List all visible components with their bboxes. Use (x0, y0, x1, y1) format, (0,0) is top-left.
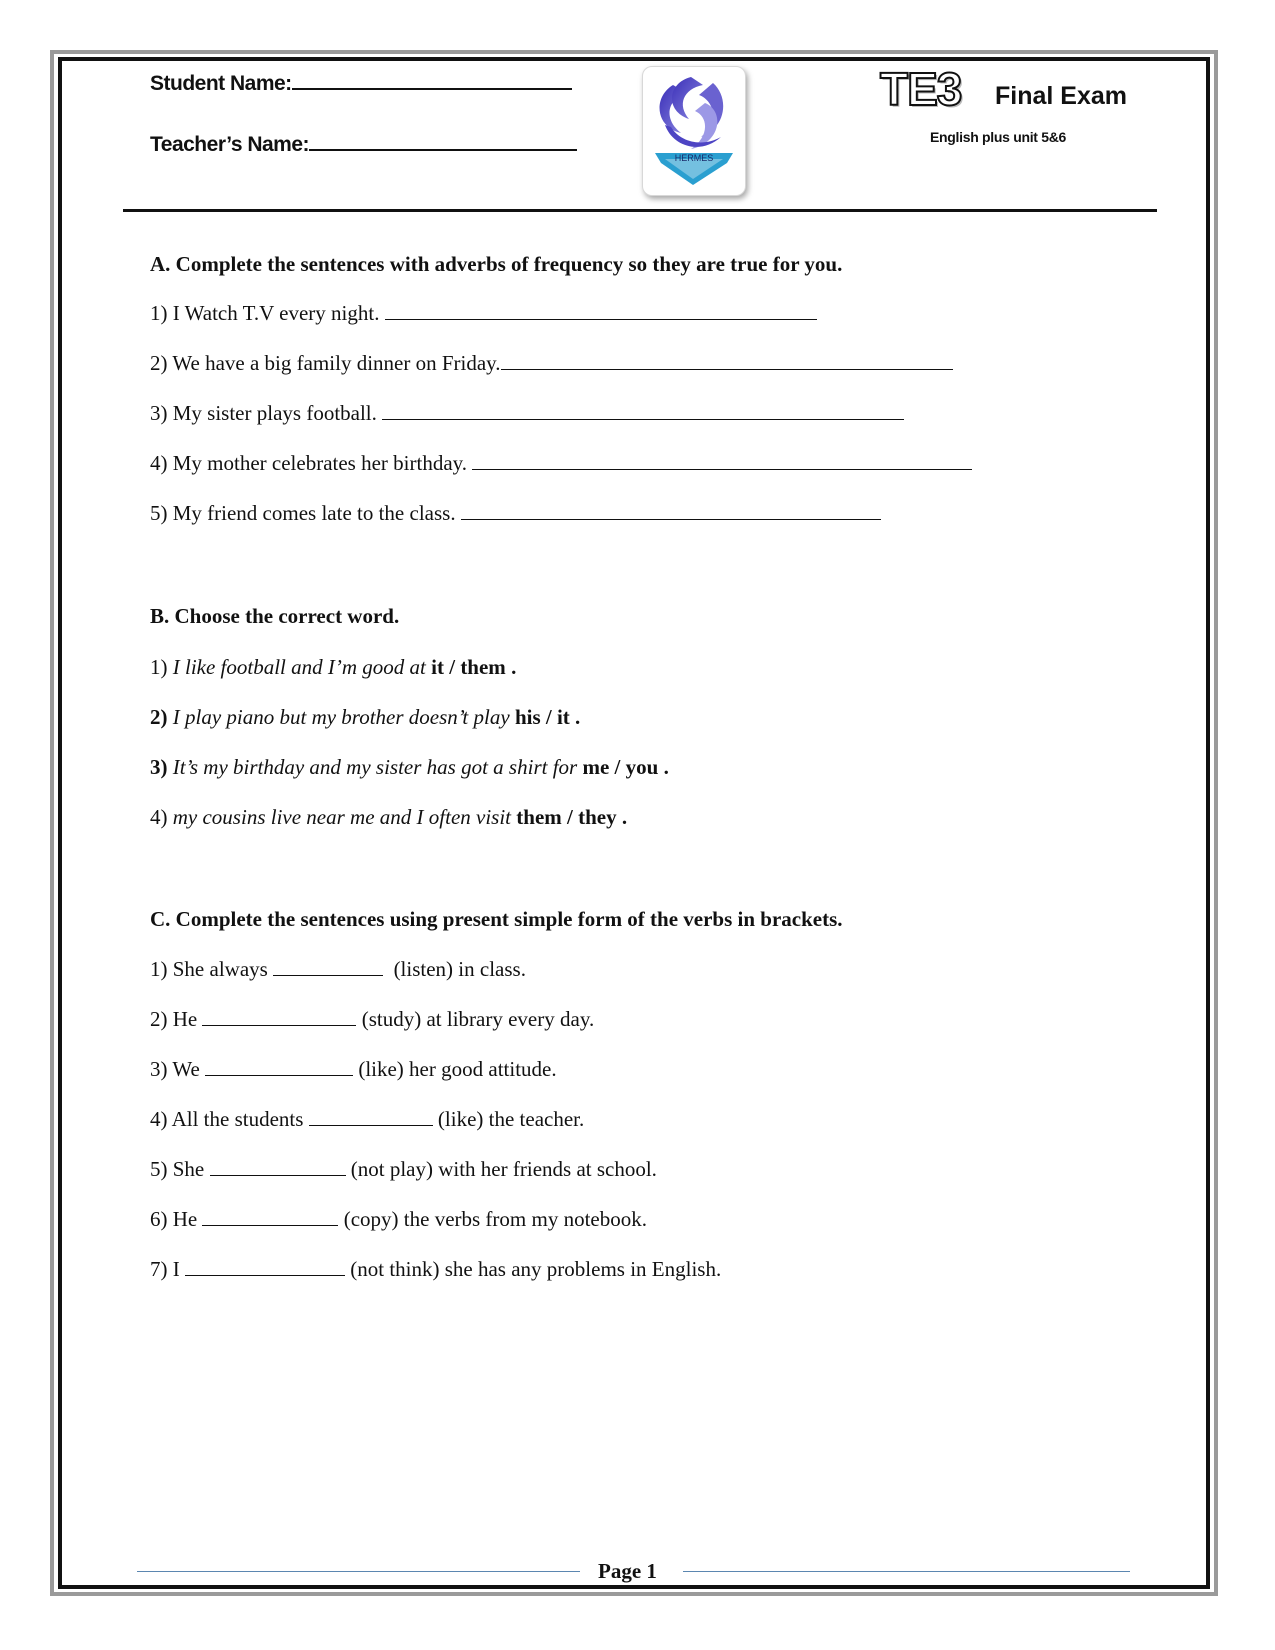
option-2: it (556, 705, 570, 729)
item-start: 5) She (150, 1157, 205, 1181)
teacher-name-line (309, 131, 577, 151)
teacher-name-label: Teacher’s Name: (150, 133, 310, 156)
option-2: they (578, 805, 617, 829)
section-c-item (150, 1207, 647, 1232)
section-c-item (150, 1057, 557, 1082)
answer-blank (273, 959, 383, 976)
item-end: (not think) she has any problems in English. (350, 1257, 722, 1281)
item-end: (like) the teacher. (437, 1107, 585, 1131)
answer-blank (309, 1109, 433, 1126)
answer-blank (210, 1159, 346, 1176)
item-sentence: I like football and I’m good at (172, 655, 426, 679)
answer-blank (185, 1259, 345, 1276)
item-start: 6) He (150, 1207, 198, 1231)
section-a-title: A. Complete the sentences with adverbs of frequency so they are true for you. (150, 252, 843, 276)
item-end: (study) at library every day. (361, 1007, 595, 1031)
item-end: . (658, 755, 669, 779)
item-end: . (569, 705, 581, 729)
section-c-item (150, 1107, 584, 1132)
exam-subtitle: English plus unit 5&6 (930, 129, 1067, 145)
answer-blank (472, 453, 972, 470)
school-logo (642, 66, 746, 196)
student-name-label: Student Name: (150, 72, 292, 95)
section-b-title: B. Choose the correct word. (150, 604, 400, 628)
section-a-item (150, 401, 904, 426)
item-start: 7) I (150, 1257, 180, 1281)
option-2: them (460, 655, 506, 679)
header-divider (123, 209, 1157, 212)
student-name-field (150, 70, 572, 96)
item-end: . (505, 655, 517, 679)
footer-rule-left (137, 1571, 580, 1572)
option-1: his (514, 705, 541, 729)
item-start: 4) All the students (150, 1107, 304, 1131)
option-separator: / (561, 805, 579, 829)
option-1: it (431, 655, 444, 679)
section-b-item (150, 655, 516, 680)
section-c-item (150, 1257, 721, 1282)
item-sentence: I play piano but my brother doesn’t play (172, 705, 510, 729)
page-number: Page 1 (598, 1559, 657, 1583)
answer-blank (202, 1009, 356, 1026)
section-c-item (150, 1157, 657, 1182)
option-1: me (582, 755, 610, 779)
item-start: 1) She always (150, 957, 268, 981)
section-a-item (150, 301, 817, 326)
item-number: 1) (150, 655, 168, 679)
option-separator: / (609, 755, 626, 779)
student-name-line (292, 70, 572, 90)
exam-code: TE3 (880, 63, 962, 115)
item-number: 4) (150, 805, 168, 829)
answer-blank (205, 1059, 353, 1076)
item-sentence: my cousins live near me and I often visit (172, 805, 512, 829)
section-b-item (150, 755, 669, 780)
item-text: 1) I Watch T.V every night. (150, 301, 380, 325)
exam-title: Final Exam (995, 82, 1127, 110)
section-c-item (150, 1007, 594, 1032)
logo-text: HERMES (674, 153, 714, 163)
section-c-item (150, 957, 526, 982)
item-text: 5) My friend comes late to the class. (150, 501, 456, 525)
item-end: (like) her good attitude. (358, 1057, 557, 1081)
section-a-item (150, 351, 953, 376)
section-b-item (150, 705, 580, 730)
item-text: 2) We have a big family dinner on Friday. (150, 351, 501, 375)
item-sentence: It’s my birthday and my sister has got a shirt for (172, 755, 578, 779)
section-a-item (150, 501, 881, 526)
item-end: (listen) in class. (393, 957, 526, 981)
option-2: you (625, 755, 659, 779)
item-start: 2) He (150, 1007, 198, 1031)
answer-blank (461, 503, 881, 520)
option-separator: / (540, 705, 557, 729)
section-b-item (150, 805, 627, 830)
item-text: 4) My mother celebrates her birthday. (150, 451, 468, 475)
item-end: (not play) with her friends at school. (350, 1157, 657, 1181)
item-start: 3) We (150, 1057, 200, 1081)
section-a-item (150, 451, 972, 476)
answer-blank (202, 1209, 338, 1226)
option-separator: / (443, 655, 461, 679)
item-number: 2) (150, 705, 168, 729)
hermes-logo-icon (643, 67, 745, 195)
item-end: . (616, 805, 628, 829)
answer-blank (382, 403, 904, 420)
answer-blank (501, 353, 953, 370)
footer-rule-right (683, 1571, 1130, 1572)
item-number: 3) (150, 755, 168, 779)
teacher-name-field (150, 131, 577, 157)
item-text: 3) My sister plays football. (150, 401, 377, 425)
answer-blank (385, 303, 817, 320)
section-c-title: C. Complete the sentences using present simple form of the verbs in brackets. (150, 907, 843, 931)
item-end: (copy) the verbs from my notebook. (343, 1207, 647, 1231)
option-1: them (516, 805, 562, 829)
